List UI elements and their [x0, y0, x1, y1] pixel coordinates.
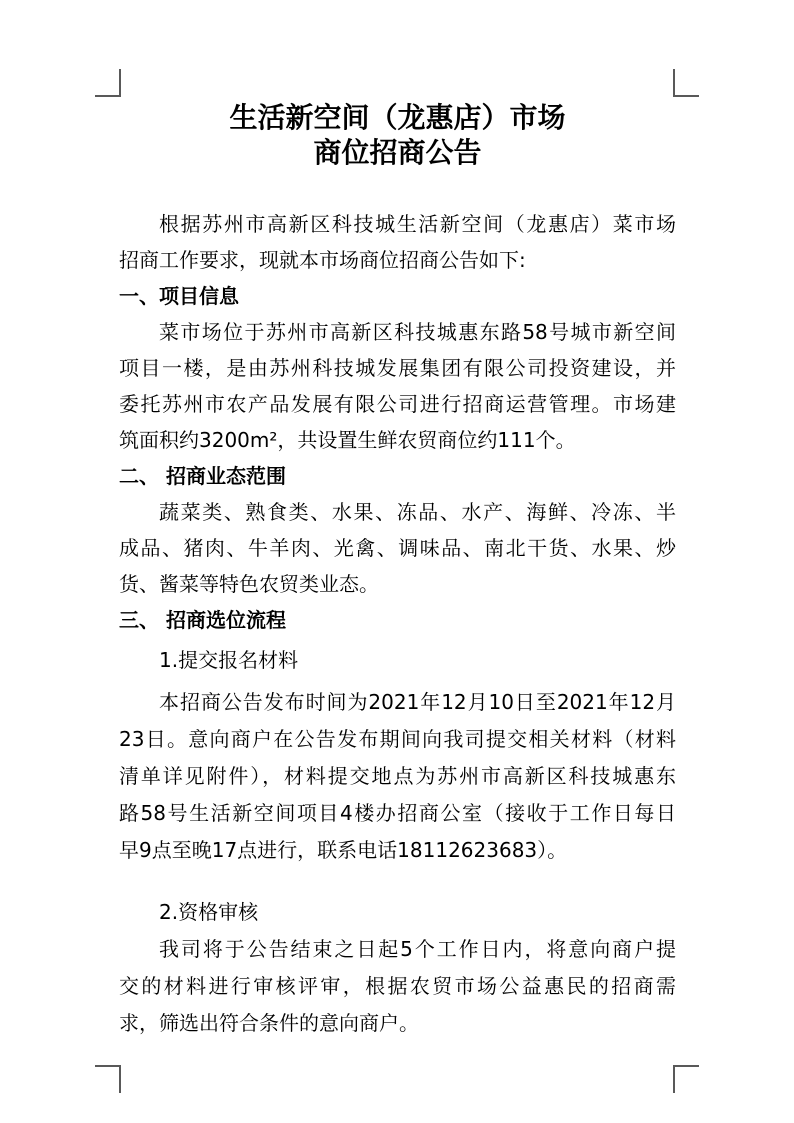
- text-line: 成品、猪肉、牛羊肉、光禽、调味品、南北干货、水果、炒: [119, 536, 676, 560]
- text-line: 交的材料进行审核评审，根据农贸市场公益惠民的招商需: [119, 974, 676, 998]
- text-line: 货、酱菜等特色农贸类业态。: [119, 572, 379, 596]
- text-line: 项目一楼，是由苏州科技城发展集团有限公司投资建设，并: [119, 356, 676, 380]
- intro-paragraph: [119, 206, 676, 278]
- step-1-label: 1.提交报名材料: [159, 648, 299, 672]
- step-1-body: [119, 684, 676, 869]
- section-1-heading: 一、项目信息: [119, 284, 239, 308]
- text-line: 早9点至晚17点进行，联系电话18112623683）。: [119, 838, 568, 862]
- crop-mark-bottom-right: [673, 1065, 699, 1093]
- section-2-heading: 二、 招商业态范围: [119, 464, 286, 488]
- text-line: 商位招商公告: [313, 136, 482, 169]
- section-1-body: [119, 314, 676, 458]
- crop-mark-top-left: [95, 69, 121, 97]
- step-2-label: 2.资格审核: [159, 900, 259, 924]
- section-2-body: [119, 494, 676, 602]
- text-line: 本招商公告发布时间为2021年12月10日至2021年12月: [159, 690, 676, 714]
- text-line: 蔬菜类、熟食类、水果、冻品、水产、海鲜、冷冻、半: [159, 500, 676, 524]
- text-line: 23日。意向商户在公告发布期间向我司提交相关材料（材料: [119, 727, 676, 751]
- crop-mark-top-right: [673, 69, 699, 97]
- text-line: 筑面积约3200m²，共设置生鲜农贸商位约111个。: [119, 428, 576, 452]
- text-line: 根据苏州市高新区科技城生活新空间（龙惠店）菜市场: [159, 212, 676, 236]
- document-content: [119, 0, 676, 1042]
- text-line: 生活新空间（龙惠店）市场: [229, 101, 566, 134]
- text-line: 清单详见附件），材料提交地点为苏州市高新区科技城惠东: [119, 764, 676, 788]
- document-title: [119, 100, 676, 170]
- text-line: 求，筛选出符合条件的意向商户。: [119, 1011, 419, 1035]
- step-2-body: [119, 931, 676, 1042]
- text-line: 委托苏州市农产品发展有限公司进行招商运营管理。市场建: [119, 392, 676, 416]
- text-line: 招商工作要求，现就本市场商位招商公告如下:: [119, 248, 526, 272]
- text-line: 菜市场位于苏州市高新区科技城惠东路58号城市新空间: [159, 320, 676, 344]
- crop-mark-bottom-left: [95, 1065, 121, 1093]
- text-line: 我司将于公告结束之日起5个工作日内，将意向商户提: [159, 937, 676, 961]
- section-3-heading: 三、 招商选位流程: [119, 608, 286, 632]
- text-line: 路58号生活新空间项目4楼办招商公室（接收于工作日每日: [119, 801, 676, 825]
